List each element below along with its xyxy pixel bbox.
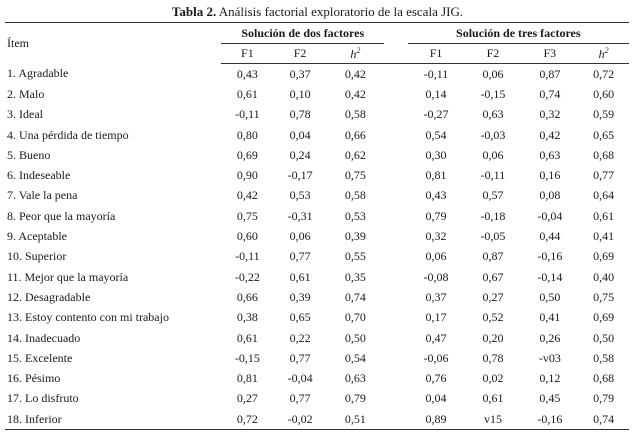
three-factor-f3-cell: 0,74 bbox=[539, 86, 561, 101]
two-factor-h2-cell: 0,74 bbox=[344, 289, 366, 304]
three-factor-f3-cell: -0,16 bbox=[521, 409, 578, 430]
factor-analysis-table bbox=[5, 22, 629, 430]
two-factor-f1-cell: 0,90 bbox=[236, 168, 258, 183]
two-factor-h2-cell: 0,63 bbox=[344, 371, 366, 386]
two-factor-f1-cell: 0,80 bbox=[236, 127, 258, 142]
three-factor-f2-cell: 0,20 bbox=[482, 330, 504, 345]
two-factor-f1-cell: 0,81 bbox=[236, 371, 258, 386]
two-factor-f1-cell: 0,66 bbox=[236, 289, 258, 304]
table-row bbox=[5, 368, 629, 388]
three-factor-h2-cell: 0,59 bbox=[593, 107, 615, 122]
three-factor-h2-cell: 0,50 bbox=[593, 330, 615, 345]
two-factor-h2-cell: 0,55 bbox=[344, 249, 366, 264]
two-factor-f2-cell: 0,53 bbox=[289, 188, 311, 203]
group-gap-cell bbox=[384, 389, 407, 409]
three-factor-f3-cell: 0,87 bbox=[539, 66, 561, 81]
item-label: 9. Aceptable bbox=[7, 229, 67, 244]
two-factor-h2-cell: 0,58 bbox=[344, 107, 366, 122]
three-factor-f2-cell: 0,78 bbox=[482, 350, 504, 365]
three-factor-f1-cell: 0,04 bbox=[425, 391, 447, 406]
three-factor-f2-cell: v15 bbox=[464, 409, 521, 430]
three-factor-h2-cell: 0,69 bbox=[593, 249, 615, 264]
three-factor-f1-cell: -0,06 bbox=[423, 350, 449, 365]
two-factor-f2-cell: -0,02 bbox=[274, 409, 327, 430]
three-factor-f2-cell: 0,52 bbox=[482, 310, 504, 325]
group-gap-cell bbox=[384, 206, 407, 226]
three-factor-f1-cell: 0,14 bbox=[425, 86, 447, 101]
table-row bbox=[5, 348, 629, 368]
two-factor-f1-cell: 0,61 bbox=[236, 86, 258, 101]
two-factor-h2-cell: 0,58 bbox=[344, 188, 366, 203]
three-factor-h2-cell: 0,40 bbox=[593, 269, 615, 284]
three-factor-f1-cell: 0,76 bbox=[425, 371, 447, 386]
three-factor-f3-cell: 0,32 bbox=[539, 107, 561, 122]
group-gap-cell bbox=[384, 105, 407, 125]
three-factor-f3-cell: 0,26 bbox=[539, 330, 561, 345]
three-factor-f3-header: F3 bbox=[521, 44, 578, 64]
table-row bbox=[5, 105, 629, 125]
three-factor-f3-cell: 0,63 bbox=[539, 147, 561, 162]
two-factor-f1-cell: 0,61 bbox=[236, 330, 258, 345]
three-factor-f3-cell: 0,16 bbox=[539, 168, 561, 183]
table-caption-number: Tabla 2. bbox=[171, 4, 217, 19]
three-factor-f2-header: F2 bbox=[464, 44, 521, 64]
three-factor-f2-cell: -0,03 bbox=[480, 127, 506, 142]
three-factor-f3-cell: 0,45 bbox=[539, 391, 561, 406]
three-factor-f1-cell: 0,43 bbox=[425, 188, 447, 203]
item-label: 16. Pésimo bbox=[7, 371, 61, 386]
table-row bbox=[5, 409, 629, 430]
three-factor-f1-cell: -0,11 bbox=[423, 66, 449, 81]
three-factor-f3-cell: -v03 bbox=[538, 350, 561, 365]
two-factor-h2-cell: 0,62 bbox=[344, 147, 366, 162]
table-caption-title: Análisis factorial exploratorio de la escala JIG. bbox=[216, 4, 464, 19]
item-label: 8. Peor que la mayoría bbox=[7, 208, 116, 223]
three-factor-f2-cell: 0,57 bbox=[482, 188, 504, 203]
two-factor-f2-cell: 0,77 bbox=[289, 249, 311, 264]
three-factor-f1-cell: 0,37 bbox=[425, 289, 447, 304]
two-factor-f1-header: F1 bbox=[221, 44, 274, 64]
group-gap-cell bbox=[384, 368, 407, 388]
three-factor-f1-cell: 0,79 bbox=[425, 208, 447, 223]
two-factor-f2-cell: 0,22 bbox=[289, 330, 311, 345]
two-factor-f1-cell: 0,60 bbox=[236, 229, 258, 244]
three-factor-f2-cell: -0,05 bbox=[480, 229, 506, 244]
item-label: 6. Indeseable bbox=[7, 168, 71, 183]
two-factor-h2-cell: 0,54 bbox=[344, 350, 366, 365]
three-factor-h2-cell: 0,60 bbox=[593, 86, 615, 101]
two-factor-f2-cell: 0,65 bbox=[289, 310, 311, 325]
three-factor-f1-cell: 0,47 bbox=[425, 330, 447, 345]
three-factor-f1-cell: -0,08 bbox=[423, 269, 449, 284]
table-row bbox=[5, 64, 629, 85]
two-factor-h2-cell: 0,42 bbox=[344, 86, 366, 101]
three-factor-h2-cell: 0,68 bbox=[593, 147, 615, 162]
item-label: 18. Inferior bbox=[5, 409, 221, 430]
group-gap-cell bbox=[384, 348, 407, 368]
three-factor-h2-cell: 0,79 bbox=[593, 391, 615, 406]
three-factor-f1-cell: 0,32 bbox=[425, 229, 447, 244]
group-gap-cell bbox=[384, 145, 407, 165]
three-factor-h2-cell: 0,61 bbox=[593, 208, 615, 223]
three-factor-f2-cell: 0,63 bbox=[482, 107, 504, 122]
two-factor-f1-cell: 0,72 bbox=[221, 409, 274, 430]
three-factor-f1-cell: 0,54 bbox=[425, 127, 447, 142]
two-factor-h2-cell: 0,42 bbox=[344, 66, 366, 81]
two-factor-h2-cell: 0,79 bbox=[344, 391, 366, 406]
item-label: 7. Vale la pena bbox=[7, 188, 78, 203]
two-factor-f1-cell: -0,15 bbox=[234, 350, 260, 365]
table-row bbox=[5, 145, 629, 165]
two-factor-f2-cell: 0,37 bbox=[289, 66, 311, 81]
two-factor-f2-cell: 0,77 bbox=[289, 350, 311, 365]
group-gap-cell bbox=[384, 226, 407, 246]
two-factor-f1-cell: -0,11 bbox=[235, 107, 260, 122]
h2-symbol: h bbox=[350, 46, 357, 61]
item-label: 1. Agradable bbox=[7, 66, 69, 81]
two-factor-f2-cell: 0,04 bbox=[289, 127, 311, 142]
group-gap-cell bbox=[384, 287, 407, 307]
two-factor-f1-cell: 0,69 bbox=[236, 147, 258, 162]
group-gap-cell bbox=[384, 328, 407, 348]
two-factor-f1-cell: 0,75 bbox=[236, 208, 258, 223]
item-label: 2. Malo bbox=[7, 86, 45, 101]
three-factor-f2-cell: 0,27 bbox=[482, 289, 504, 304]
group-gap bbox=[384, 23, 407, 44]
three-factor-f2-cell: -0,11 bbox=[480, 168, 506, 183]
three-factor-f1-cell: 0,30 bbox=[425, 147, 447, 162]
two-factor-f2-cell: 0,06 bbox=[289, 229, 311, 244]
three-factor-h2-cell: 0,74 bbox=[578, 409, 629, 430]
three-factor-group-header: Solución de tres factores bbox=[408, 23, 629, 44]
two-factor-f2-cell: 0,61 bbox=[289, 269, 311, 284]
three-factor-f1-header: F1 bbox=[408, 44, 465, 64]
table-row bbox=[5, 247, 629, 267]
item-label: 14. Inadecuado bbox=[7, 330, 81, 345]
two-factor-f1-cell: -0,11 bbox=[235, 249, 260, 264]
two-factor-f2-cell: 0,24 bbox=[289, 147, 311, 162]
three-factor-f2-cell: 0,67 bbox=[482, 269, 504, 284]
h2-superscript: 2 bbox=[356, 45, 361, 55]
item-label: 5. Bueno bbox=[7, 147, 51, 162]
table-caption bbox=[5, 0, 630, 22]
two-factor-f2-cell: -0,04 bbox=[287, 371, 313, 386]
table-row bbox=[5, 206, 629, 226]
three-factor-h2-cell: 0,69 bbox=[593, 310, 615, 325]
table-row bbox=[5, 125, 629, 145]
group-gap-cell bbox=[384, 247, 407, 267]
table-row bbox=[5, 84, 629, 104]
h2-symbol: h bbox=[598, 46, 605, 61]
two-factor-h2-cell: 0,75 bbox=[344, 168, 366, 183]
two-factor-h2-cell: 0,70 bbox=[344, 310, 366, 325]
three-factor-h2-header bbox=[578, 44, 629, 64]
two-factor-f2-cell: 0,78 bbox=[289, 107, 311, 122]
two-factor-f2-header: F2 bbox=[274, 44, 327, 64]
group-gap-cell bbox=[384, 165, 407, 185]
two-factor-f1-cell: 0,27 bbox=[236, 391, 258, 406]
three-factor-h2-cell: 0,77 bbox=[593, 168, 615, 183]
two-factor-f1-cell: 0,42 bbox=[236, 188, 258, 203]
item-label: 15. Excelente bbox=[7, 350, 73, 365]
two-factor-f2-cell: 0,39 bbox=[289, 289, 311, 304]
group-gap-cell bbox=[384, 186, 407, 206]
three-factor-f3-cell: 0,08 bbox=[539, 188, 561, 203]
h2-superscript: 2 bbox=[604, 45, 609, 55]
three-factor-f2-cell: 0,02 bbox=[482, 371, 504, 386]
three-factor-h2-cell: 0,58 bbox=[593, 350, 615, 365]
item-label: 10. Superior bbox=[7, 249, 67, 264]
group-gap-cell bbox=[384, 308, 407, 328]
two-factor-h2-cell: 0,50 bbox=[344, 330, 366, 345]
three-factor-h2-cell: 0,41 bbox=[593, 229, 615, 244]
three-factor-f2-cell: 0,87 bbox=[482, 249, 504, 264]
table-row bbox=[5, 389, 629, 409]
three-factor-h2-cell: 0,72 bbox=[593, 66, 615, 81]
item-label: 4. Una pérdida de tiempo bbox=[7, 127, 129, 142]
two-factor-h2-header bbox=[326, 44, 384, 64]
two-factor-h2-cell: 0,35 bbox=[344, 269, 366, 284]
item-label: 13. Estoy contento con mi trabajo bbox=[7, 310, 169, 325]
three-factor-f2-cell: 0,06 bbox=[482, 66, 504, 81]
three-factor-f1-cell: 0,06 bbox=[425, 249, 447, 264]
three-factor-f3-cell: 0,12 bbox=[539, 371, 561, 386]
three-factor-f3-cell: -0,14 bbox=[537, 269, 563, 284]
three-factor-f3-cell: 0,44 bbox=[539, 229, 561, 244]
sub-gap bbox=[384, 44, 407, 64]
three-factor-f3-cell: 0,41 bbox=[539, 310, 561, 325]
item-label: 12. Desagradable bbox=[7, 289, 91, 304]
two-factor-f1-cell: -0,22 bbox=[234, 269, 260, 284]
item-label: 11. Mejor que la mayoría bbox=[7, 269, 129, 284]
three-factor-f1-cell: 0,89 bbox=[408, 409, 465, 430]
three-factor-f3-cell: -0,16 bbox=[537, 249, 563, 264]
three-factor-f1-cell: -0,27 bbox=[423, 107, 449, 122]
two-factor-f2-cell: -0,31 bbox=[287, 208, 313, 223]
three-factor-f2-cell: -0,15 bbox=[480, 86, 506, 101]
table-body bbox=[5, 64, 629, 430]
three-factor-f3-cell: 0,42 bbox=[539, 127, 561, 142]
three-factor-f2-cell: 0,61 bbox=[482, 391, 504, 406]
two-factor-group-header: Solución de dos factores bbox=[221, 23, 384, 44]
two-factor-f2-cell: 0,77 bbox=[289, 391, 311, 406]
table-row bbox=[5, 287, 629, 307]
table-row bbox=[5, 308, 629, 328]
table-row bbox=[5, 165, 629, 185]
table-row bbox=[5, 226, 629, 246]
three-factor-f3-cell: 0,50 bbox=[539, 289, 561, 304]
two-factor-h2-cell: 0,39 bbox=[344, 229, 366, 244]
group-gap-cell bbox=[384, 84, 407, 104]
two-factor-h2-cell: 0,51 bbox=[326, 409, 384, 430]
three-factor-h2-cell: 0,68 bbox=[593, 371, 615, 386]
three-factor-h2-cell: 0,75 bbox=[593, 289, 615, 304]
table-row bbox=[5, 267, 629, 287]
group-gap-cell bbox=[384, 409, 407, 430]
three-factor-f1-cell: 0,81 bbox=[425, 168, 447, 183]
three-factor-f2-cell: -0,18 bbox=[480, 208, 506, 223]
item-label: 3. Ideal bbox=[7, 107, 43, 122]
group-gap-cell bbox=[384, 64, 407, 85]
item-column-header: Ítem bbox=[5, 23, 221, 64]
two-factor-h2-cell: 0,53 bbox=[344, 208, 366, 223]
two-factor-f2-cell: 0,10 bbox=[289, 86, 311, 101]
two-factor-f1-cell: 0,38 bbox=[236, 310, 258, 325]
item-label: 17. Lo disfruto bbox=[7, 391, 79, 406]
table-row bbox=[5, 328, 629, 348]
three-factor-f3-cell: -0,04 bbox=[537, 208, 563, 223]
three-factor-h2-cell: 0,64 bbox=[593, 188, 615, 203]
three-factor-f1-cell: 0,17 bbox=[425, 310, 447, 325]
group-gap-cell bbox=[384, 125, 407, 145]
three-factor-f2-cell: 0,06 bbox=[482, 147, 504, 162]
table-row bbox=[5, 186, 629, 206]
two-factor-h2-cell: 0,66 bbox=[344, 127, 366, 142]
two-factor-f2-cell: -0,17 bbox=[287, 168, 313, 183]
three-factor-h2-cell: 0,65 bbox=[593, 127, 615, 142]
two-factor-f1-cell: 0,43 bbox=[236, 66, 258, 81]
group-gap-cell bbox=[384, 267, 407, 287]
